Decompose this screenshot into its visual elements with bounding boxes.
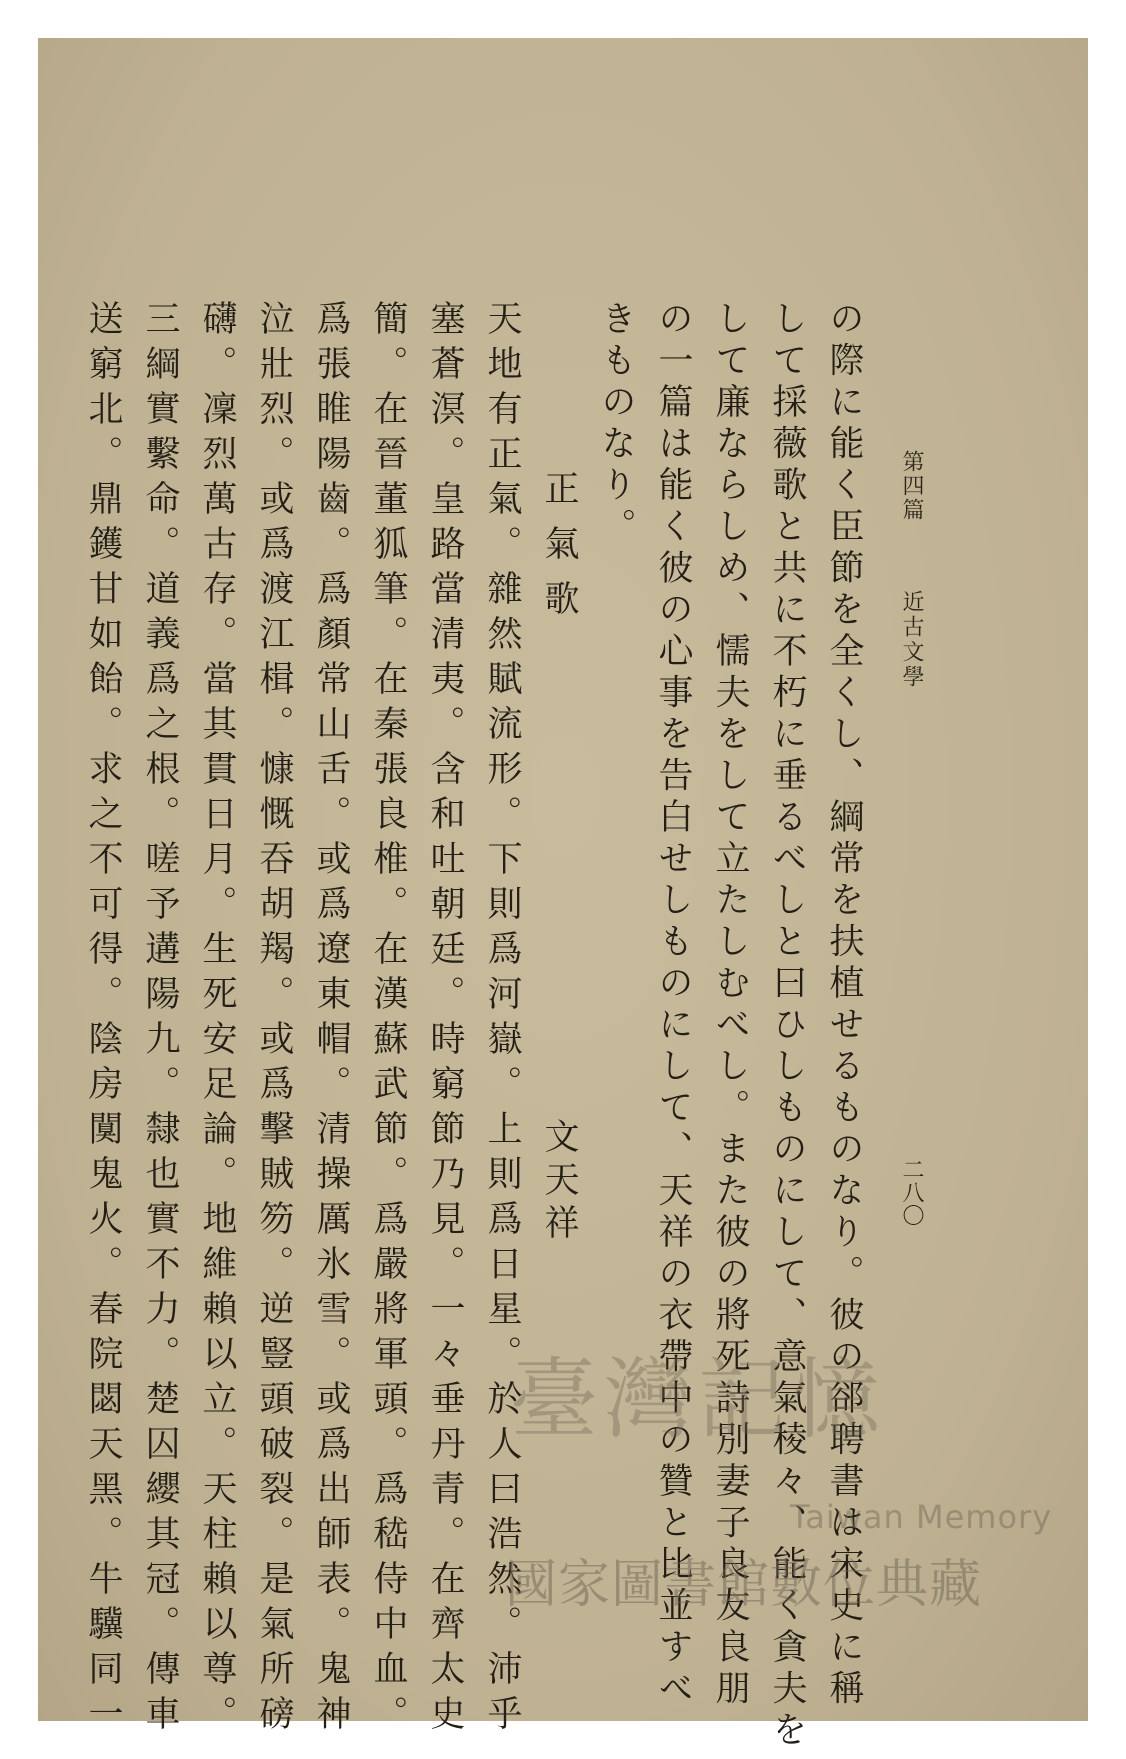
poem-line: 塞蒼溟。皇路當清夷。含和吐朝廷。時窮節乃見。一々垂丹青。在齊太史	[425, 300, 465, 1740]
poem-line: 三綱實繫命。道義爲之根。嗟予遘陽九。隸也實不力。楚囚纓其冠。傳車	[140, 300, 180, 1740]
poem-line: 送窮北。鼎鑊甘如飴。求之不可得。陰房闃鬼火。春院閟天黑。牛驥同一	[83, 300, 123, 1740]
poem-line: 爲張睢陽齒。爲顏常山舌。或爲遼東帽。清操厲氷雪。或爲出師表。鬼神	[311, 300, 351, 1740]
poem-line: 礴。凜烈萬古存。當其貫日月。生死安足論。地維賴以立。天柱賴以尊。	[197, 300, 237, 1740]
prose-line: きものなり。	[596, 300, 636, 549]
prose-line: して採薇歌と共に不朽に垂るべしと曰ひしものにして、意氣稜々、能く貪夫を	[767, 300, 807, 1753]
watermark-english: Taiwan Memory	[790, 1498, 1053, 1536]
poem-line: 簡。在晉董狐筆。在秦張良椎。在漢蘇武節。爲嚴將軍頭。爲嵇侍中血。	[368, 300, 408, 1740]
prose-line: して廉ならしめ、懦夫をして立たしむべし。また彼の將死詩別妻子良友良朋	[710, 300, 750, 1711]
poem-line: 泣壯烈。或爲渡江楫。慷慨吞胡羯。或爲擊賊笏。逆豎頭破裂。是氣所磅	[254, 300, 294, 1740]
section-heading: 第四篇	[899, 450, 924, 522]
prose-line: の一篇は能く彼の心事を告白せしものにして、天祥の衣帶中の贊と比並すべ	[653, 300, 693, 1711]
poem-author: 文天祥	[539, 1118, 579, 1247]
poem-line: 天地有正氣。雜然賦流形。下則爲河嶽。上則爲日星。於人曰浩然。沛乎	[482, 300, 522, 1740]
watermark-library: 國家圖書館數位典藏	[505, 1555, 983, 1615]
prose-line: の際に能く臣節を全くし、綱常を扶植せるものなり。彼の郤聘書は宋史に稱	[824, 300, 864, 1711]
watermark-logo: 臺灣記憶	[510, 1348, 887, 1451]
chapter-heading: 近古文學	[899, 590, 924, 690]
page-number: 二八〇	[899, 1158, 924, 1227]
poem-title: 正氣歌	[539, 470, 579, 635]
book-page	[38, 38, 1088, 1753]
